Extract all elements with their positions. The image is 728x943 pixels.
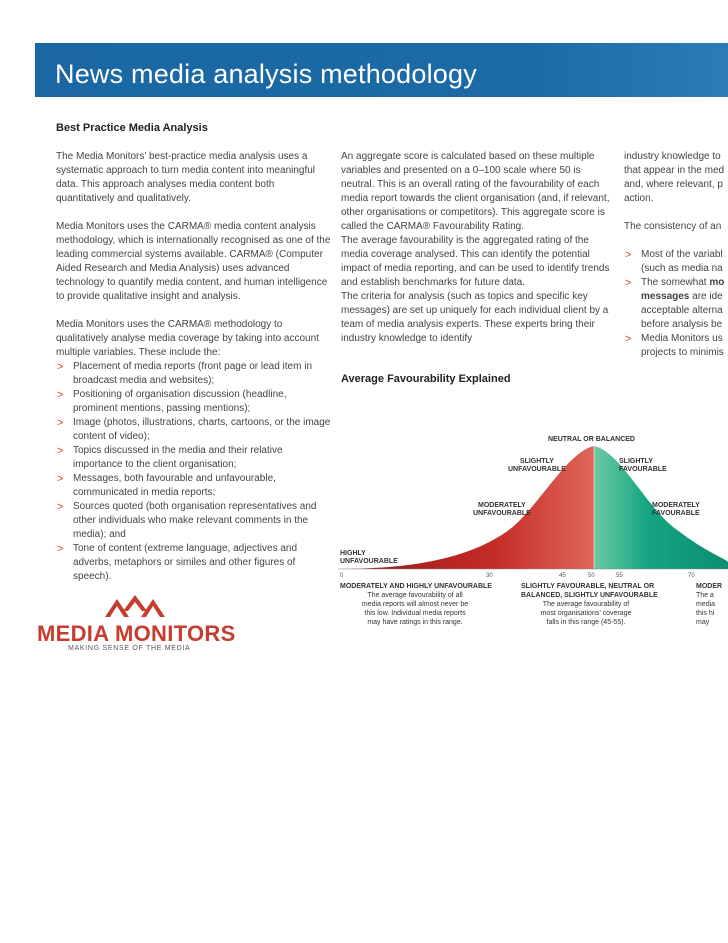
list-item: > Sources quoted (both organisation representatives and other individuals who make relevant comments in the media); and bbox=[56, 500, 332, 542]
paragraph: An aggregate score is calculated based on these multiple variables and presented on a 0–100 scale where 50 is neutral. This is an overall rating of the favourability of each media report towards the client organisation (and, if relevant, other organisations or competitors). This aggregate score is called the CARMA® Favourability Rating. bbox=[341, 151, 610, 232]
caption-high-range: MODER The a media this hi may bbox=[696, 583, 723, 626]
paragraph: Media Monitors uses the CARMA® media content analysis methodology, which is internationally recognised as one of the leading commercial systems available. CARMA® (Computer Aided Research and Media Analysis) uses advanced technology to quantify media content, and human intelligence to provide qualitative insight and analysis. bbox=[56, 221, 331, 302]
zone-label-moderately-favourable: MODERATELY FAVOURABLE bbox=[652, 502, 700, 517]
text-line: industry knowledge to bbox=[624, 151, 721, 162]
column-1 bbox=[56, 150, 332, 584]
logo-tagline: MAKING SENSE OF THE MEDIA bbox=[68, 645, 191, 652]
variables-list bbox=[56, 360, 332, 584]
media-monitors-logo bbox=[37, 593, 237, 655]
tick-label: 0 bbox=[340, 573, 344, 579]
logo-mark-icon bbox=[105, 593, 165, 621]
text-line: action. bbox=[624, 193, 654, 204]
favourability-chart bbox=[336, 432, 728, 626]
tick-label: 50 bbox=[588, 573, 595, 579]
column-3 bbox=[624, 150, 728, 360]
paragraph: Media Monitors uses the CARMA® methodology to qualitatively analyse media coverage by taking into account multiple variables. These include the: bbox=[56, 319, 319, 358]
list-item: > Messages, both favourable and unfavourable, communicated in media reports; bbox=[56, 472, 332, 500]
paragraph: The average favourability is the aggregated rating of the media coverage analysed. This can identify the potential impact of media reporting, and can be used to identify trends and establish benchmarks for future data. bbox=[341, 235, 610, 288]
zone-label-slightly-favourable: SLIGHTLY FAVOURABLE bbox=[619, 458, 667, 473]
text-line: and, where relevant, p bbox=[624, 179, 723, 190]
list-item: > Media Monitors us projects to minimis bbox=[624, 332, 728, 360]
list-item: > The somewhat mo messages are ide acceptable alterna before analysis be bbox=[624, 276, 728, 332]
tick-label: 45 bbox=[559, 573, 566, 579]
text-line: The consistency of an bbox=[624, 221, 722, 232]
list-item: > Image (photos, illustrations, charts, cartoons, or the image content of video); bbox=[56, 416, 332, 444]
zone-label-moderately-unfavourable: MODERATELY UNFAVOURABLE bbox=[473, 502, 531, 517]
tick-label: 55 bbox=[616, 573, 623, 579]
tick-label: 30 bbox=[486, 573, 493, 579]
chart-heading: Average Favourability Explained bbox=[341, 373, 511, 385]
section-subtitle: Best Practice Media Analysis bbox=[56, 122, 208, 134]
zone-label-highly-unfavourable: HIGHLY UNFAVOURABLE bbox=[340, 550, 398, 565]
list-item: > Tone of content (extreme language, adjectives and adverbs, metaphors or similes and other figures of speech). bbox=[56, 542, 332, 584]
list-item: > Placement of media reports (front page or lead item in broadcast media and websites); bbox=[56, 360, 332, 388]
paragraph: The Media Monitors’ best-practice media analysis uses a systematic approach to turn media content into meaningful data. This approach analyses media content both quantitatively and qualitatively. bbox=[56, 151, 316, 204]
header-banner bbox=[35, 43, 728, 97]
list-item: > Positioning of organisation discussion (headline, prominent mentions, passing mentions); bbox=[56, 388, 332, 416]
zone-label-neutral: NEUTRAL OR BALANCED bbox=[548, 436, 635, 443]
paragraph: The criteria for analysis (such as topics and specific key messages) are set up uniquely for each individual client by a team of media analysis experts. These experts bring their industry knowledge to identify bbox=[341, 291, 609, 344]
page-title: News media analysis methodology bbox=[55, 59, 477, 89]
consistency-list bbox=[624, 248, 728, 360]
list-item: > Most of the variabl (such as media na bbox=[624, 248, 728, 276]
text-line: that appear in the med bbox=[624, 165, 725, 176]
caption-low-range: MODERATELY AND HIGHLY UNFAVOURABLE The average favourability of all media reports will almost never be this low. Individual media reports may have ratings in this range. bbox=[340, 583, 492, 626]
tick-label: 70 bbox=[688, 573, 695, 579]
list-item: > Topics discussed in the media and their relative importance to the client organisation; bbox=[56, 444, 332, 472]
column-2 bbox=[341, 150, 614, 360]
logo-wordmark: MEDIA MONITORS bbox=[37, 621, 236, 646]
zone-label-slightly-unfavourable: SLIGHTLY UNFAVOURABLE bbox=[508, 458, 566, 473]
caption-mid-range: SLIGHTLY FAVOURABLE, NEUTRAL OR BALANCED, SLIGHTLY UNFAVOURABLE The average favourability of most organisations’ coverage falls in this range (45-55). bbox=[521, 583, 658, 626]
